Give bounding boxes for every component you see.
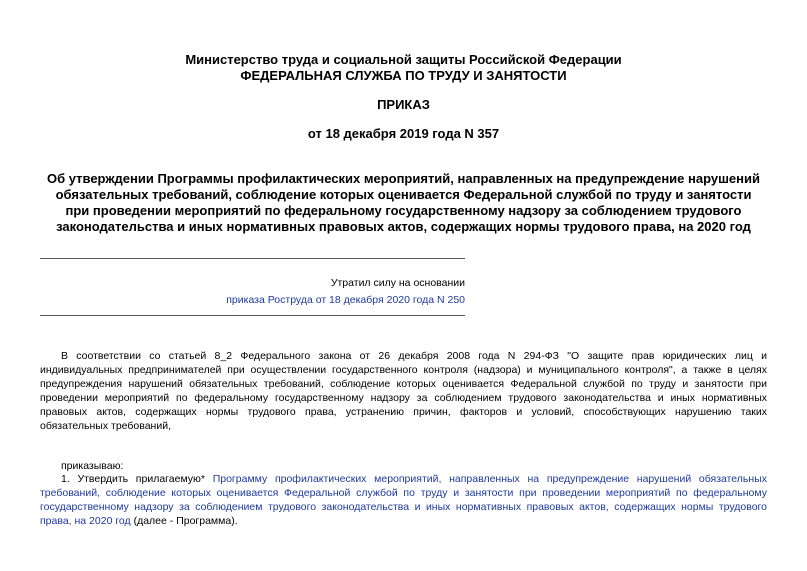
item-1-line [40, 514, 767, 528]
service-name: ФЕДЕРАЛЬНАЯ СЛУЖБА ПО ТРУДУ И ЗАНЯТОСТИ [240, 68, 567, 83]
title-line: законодательства и иных нормативных правовых актов, содержащих нормы трудового права, на 2020 год [56, 219, 751, 234]
document-title [40, 171, 767, 235]
item-1-paragraph [40, 472, 767, 528]
repeal-notice-text: Утратил силу на основании [330, 277, 465, 289]
doc-type-block [40, 97, 767, 113]
preamble-line: предупреждения нарушений обязательных требований, соблюдение которых оценивается Федеральной службой по труду и занятости при [40, 378, 767, 390]
program-link-part[interactable]: права, на 2020 год [40, 515, 131, 527]
item-1-prefix: 1. Утвердить прилагаемую* [61, 473, 205, 485]
title-line: при проведении мероприятий по федеральному государственному надзору за соблюдением трудового [65, 203, 742, 218]
program-link-part[interactable]: требований, соблюдение которых оценивается Федеральной службой по труду и занятости при проведении мероприятий по федеральному [40, 487, 767, 499]
preamble-paragraph [40, 349, 767, 433]
repeal-order-link[interactable]: приказа Роструда от 18 декабря 2020 года N 250 [226, 294, 465, 306]
preamble-line: обязательных требований, [40, 420, 171, 432]
doc-type: ПРИКАЗ [377, 97, 430, 112]
preamble-line: правовых актов, содержащих нормы трудового права, устранению причин, факторов и условий, способствующих нарушению таких [40, 406, 767, 418]
preamble-line: В соответствии со статьей 8_2 Федерального закона от 26 декабря 2008 года N 294-ФЗ "О защите прав юридических лиц и [61, 350, 767, 362]
title-line: обязательных требований, соблюдение которых оценивается Федеральной службой по труду и занятости [55, 187, 752, 202]
preamble-line: проведении мероприятий по федеральному государственному надзору за соблюдением трудового законодательства и иных нормативных [40, 392, 767, 404]
title-line: Об утверждении Программы профилактических мероприятий, направленных на предупреждение нарушений [46, 171, 760, 186]
ministry-name: Министерство труда и социальной защиты Российской Федерации [185, 52, 622, 67]
item-1-line [40, 472, 767, 486]
top-divider [40, 258, 465, 259]
order-word: приказываю: [61, 460, 124, 472]
item-1-suffix: (далее - Программа). [130, 515, 238, 527]
document-header [40, 52, 767, 84]
date-number: от 18 декабря 2019 года N 357 [307, 126, 500, 141]
bottom-divider [40, 315, 465, 316]
item-1-line [40, 500, 767, 514]
repeal-notice [40, 276, 465, 307]
program-link-part[interactable]: Программу профилактических мероприятий, направленных на предупреждение нарушений обязательных [212, 473, 767, 485]
item-1-line [40, 486, 767, 500]
program-link-part[interactable]: государственному надзору за соблюдением трудового законодательства и иных нормативных правовых актов, содержащих нормы трудового [40, 501, 767, 513]
preamble-line: индивидуальных предпринимателей при осуществлении государственного контроля (надзора) и муниципального контроля", а также в целях [40, 364, 767, 376]
date-number-block [40, 126, 767, 142]
